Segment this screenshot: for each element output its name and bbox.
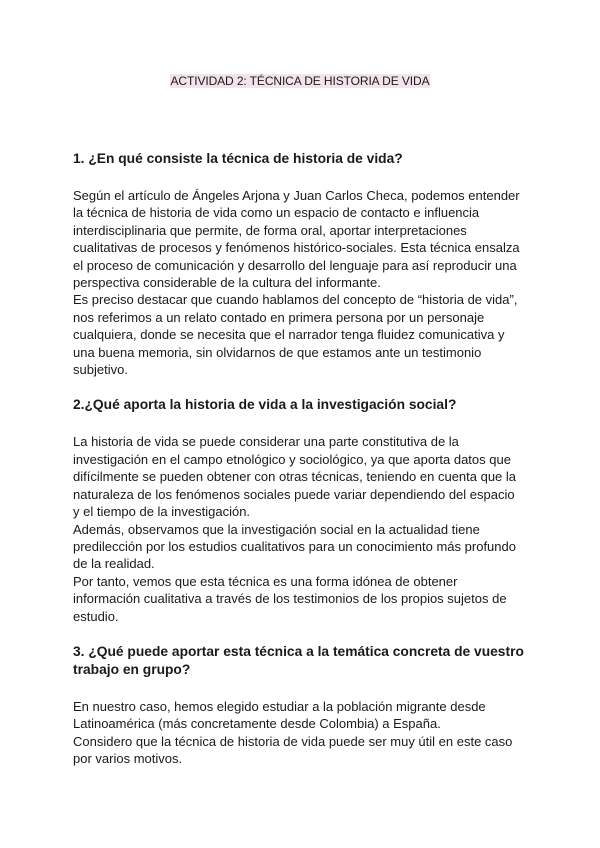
- paragraph-2-2: Además, observamos que la investigación social en la actualidad tiene predilección por los estudios cualitativos para un conocimiento más profundo de la realidad.: [73, 521, 516, 572]
- paragraph-3-1: En nuestro caso, hemos elegido estudiar a la población migrante desde Latinoamérica (más concretamente desde Colombia) a España.: [73, 698, 486, 732]
- paragraph-1-2: Es preciso destacar que cuando hablamos del concepto de “historia de vida”, nos referimos a un relato contado en primera persona por un personaje cualquiera, donde se necesita que el narrador tenga fluidez comunicativa y una buena memoria, sin olvidarnos de que estamos ante un testimonio subjetivo.: [73, 292, 518, 378]
- document-title-wrapper: [0, 72, 600, 90]
- paragraph-2-1: La historia de vida se puede considerar una parte constitutiva de la investigación en el campo etnológico y sociológico, ya que aporta datos que difícilmente se pueden obtener con otras técnicas, teniendo en cuenta que la naturaleza de los fenómenos sociales puede variar dependiendo del espacio y el tiempo de la investigación.: [73, 434, 517, 520]
- document-title: ACTIVIDAD 2: TÉCNICA DE HISTORIA DE VIDA: [170, 74, 430, 88]
- document-body: [73, 150, 533, 768]
- question-heading-1: 1. ¿En qué consiste la técnica de historia de vida?: [73, 151, 403, 166]
- question-heading-2: 2.¿Qué aporta la historia de vida a la investigación social?: [73, 397, 457, 413]
- paragraph-2-3: Por tanto, vemos que esta técnica es una forma idónea de obtener información cualitativa a través de los testimonios de los propios sujetos de estudio.: [73, 573, 507, 624]
- paragraph-3-2: Considero que la técnica de historia de vida puede ser muy útil en este caso por varios motivos.: [73, 733, 513, 767]
- question-heading-3: 3. ¿Qué puede aportar esta técnica a la temática concreta de vuestro trabajo en grupo?: [73, 643, 524, 677]
- paragraph-1-1: Según el artículo de Ángeles Arjona y Juan Carlos Checa, podemos entender la técnica de historia de vida como un espacio de contacto e influencia interdisciplinaria que permite, de forma oral, aportar interpretaciones cualitativas de procesos y fenómenos histórico-sociales. Esta técnica ensalza el proceso de comunicación y desarrollo del lenguaje para así reproducir una perspectiva considerable de la cultura del informante.: [73, 188, 520, 291]
